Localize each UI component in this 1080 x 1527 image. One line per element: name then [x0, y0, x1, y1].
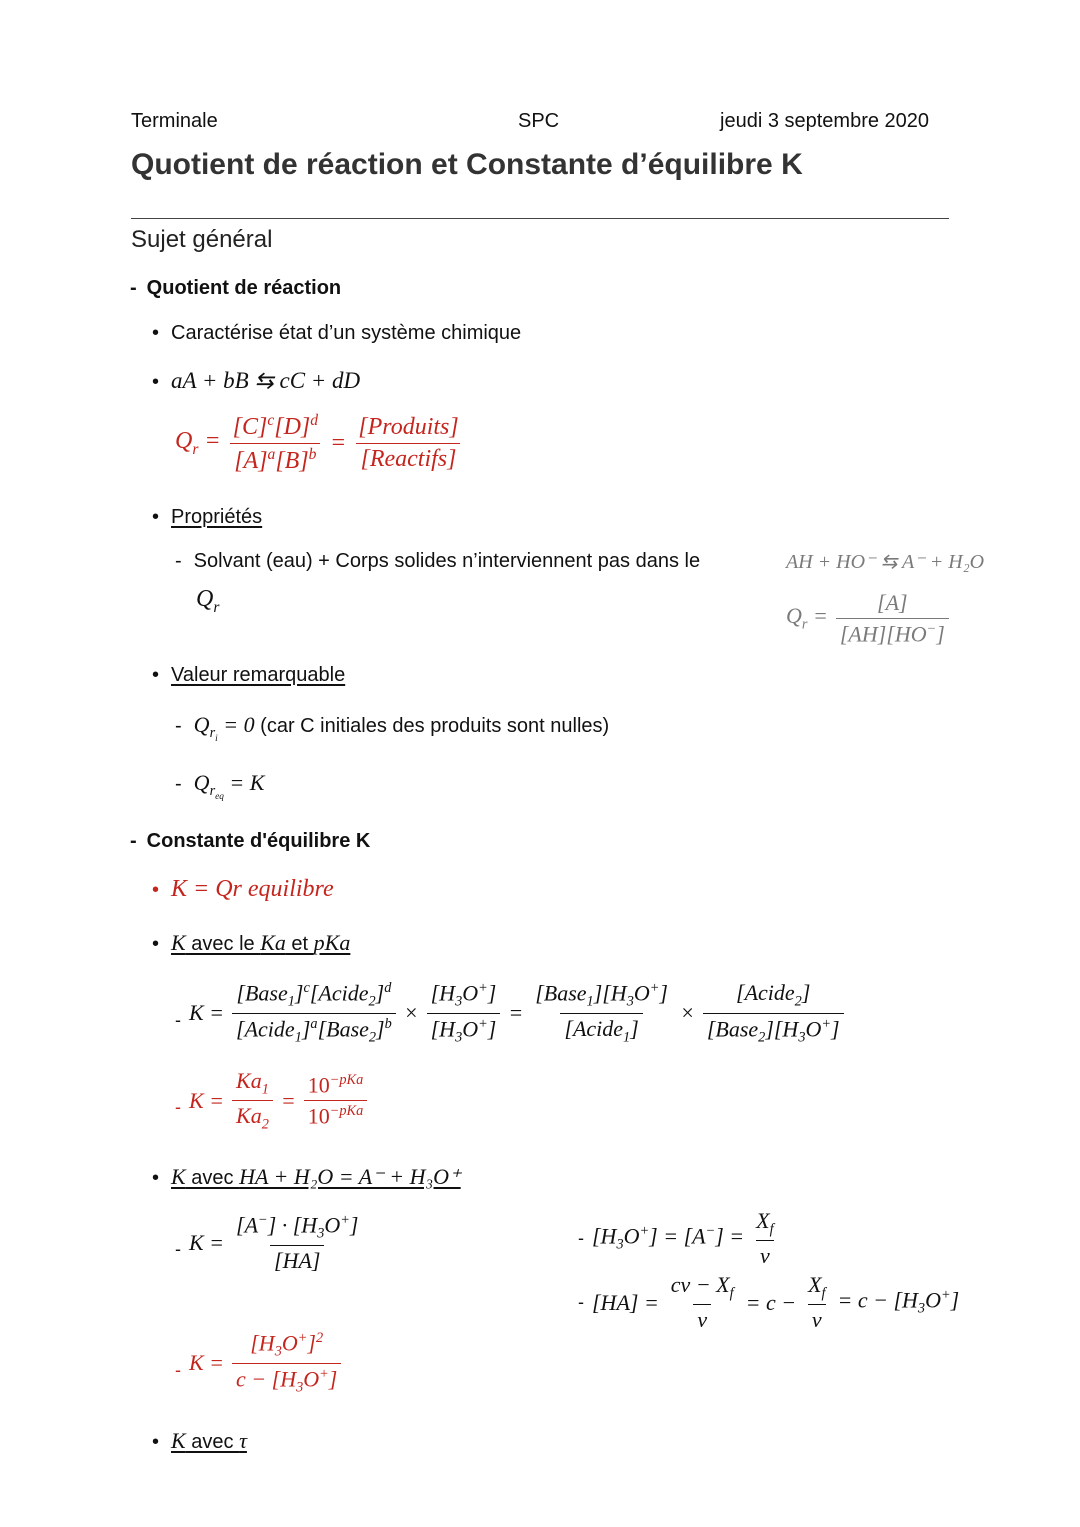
dash-qreq: - $Q_{r_{eq}} = K$ — [175, 770, 265, 803]
qr-formula: $Q_r$ = $\frac{[C]^c[D]^d}{[A]^a[B]^b}$ = $\frac{\text{[Produits]}}{\text{[Reactifs]}}$ — [175, 412, 459, 474]
bullet-proprietes: • Propriétés — [152, 506, 263, 528]
side-qr-formula: $Q_r$ = $\frac{[A]}{[AH][HO^-]}$ — [786, 590, 949, 647]
bullet-k-equilibre: • K = Qr equilibre — [152, 876, 334, 902]
subtitle: Sujet général — [131, 226, 273, 253]
k-ka-formula: - K = $\frac{Ka_1}{Ka_2}$ = $\frac{10^{-pKa}}{10^{-pKa}}$ — [175, 1068, 367, 1134]
bullet-k-ka: • K avec le Ka et pKa — [152, 930, 351, 955]
ha-formula: - [HA] = $\frac{cv - X_f}{v}$ = c − $\frac{X_f}{v}$ = $c - [H_3O^+]$ — [578, 1272, 960, 1333]
section-constante-heading: - Constante d'équilibre K — [130, 830, 371, 852]
k-big-formula: - K = $\frac{[Base_1]^c[Acide_2]^d}{[Acide_1]^a[Base_2]^b}$ × $\frac{[H_3O^+]}{[H_3O^+]}$ = $\frac{[Base_1][H_3O^+]}{[Acide_1]}$ × $\frac{[Acide_2]}{[Base_2][H_3O^+]}$ — [175, 980, 844, 1046]
h3o-xf-formula: - $[H_3O^+] = [A^-]$ = $\frac{X_f}{v}$ — [578, 1208, 774, 1269]
header-date: jeudi 3 septembre 2020 — [720, 110, 930, 132]
header-subject: SPC — [518, 110, 560, 132]
k-ha-formula: - K = $\frac{[A^-] \cdot [H_3O^+]}{[HA]}$ — [175, 1212, 359, 1273]
k-c-formula: - K = $\frac{[H_3O^+]^2}{c - [H_3O^+]}$ — [175, 1330, 341, 1396]
title-rule — [131, 218, 949, 219]
bullet-caracterise: • Caractérise état d’un système chimique — [152, 322, 522, 344]
header-level: Terminale — [131, 110, 218, 132]
bullet-k-tau: • K avec τ — [152, 1428, 247, 1453]
page-title: Quotient de réaction et Constante d’équilibre K — [131, 148, 803, 181]
section-quotient-heading: - Quotient de réaction — [130, 277, 342, 299]
bullet-reaction: • aA + bB ⇆ cC + dD — [152, 368, 361, 393]
bullet-k-ha: • K avec HA + H₂O = A⁻ + H₃O⁺ — [152, 1164, 461, 1189]
dash-qri: - $Q_{r_i} = 0$ (car C initiales des produits sont nulles) — [175, 712, 610, 745]
dash-solvant: - Solvant (eau) + Corps solides n’interviennent pas dans le — [175, 550, 701, 572]
side-reaction: AH + HO⁻ ⇆ A⁻ + H₂O — [786, 551, 985, 573]
qr-inline: $Q_r$ — [196, 586, 220, 616]
bullet-valeur: • Valeur remarquable — [152, 664, 346, 686]
